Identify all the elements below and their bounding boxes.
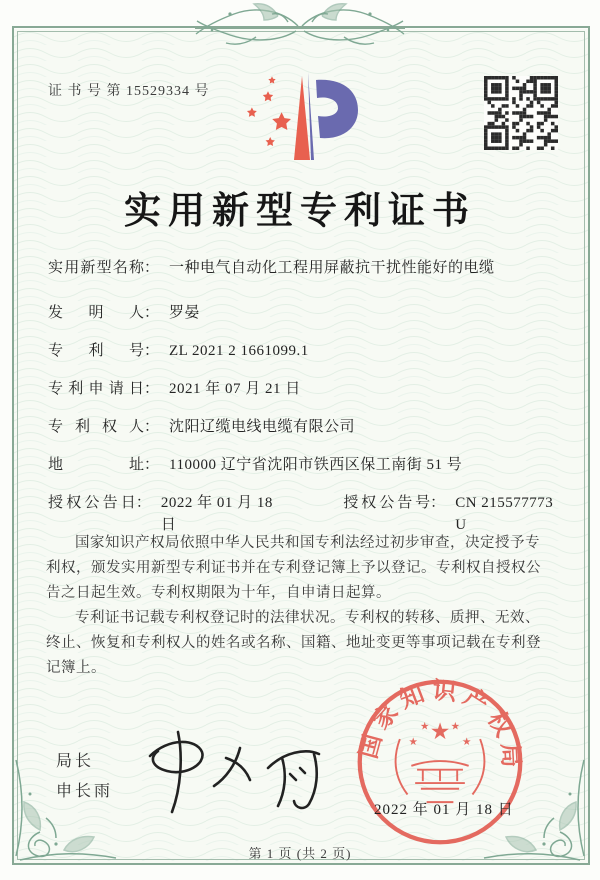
field-row-patentee [48,416,558,438]
field-label: 专利申请日 [48,381,144,397]
cnipa-official-seal [354,676,526,848]
field-value: ZL 2021 2 1661099.1 [169,343,309,359]
field-value: 一种电气自动化工程用屏蔽抗干扰性能好的电缆 [169,260,495,276]
field-label: 专利权人 [48,419,144,435]
field-colon: ： [144,343,160,359]
commissioner-name: 申长雨 [56,783,114,800]
field-row-utility-model-name [48,257,558,279]
field-row-patent-number [48,340,558,362]
grant-number-label: 授权公告号 [343,495,431,511]
field-colon: ： [144,457,160,473]
field-colon: ： [144,260,160,276]
page-number-footer: 第 1 页 (共 2 页) [248,846,352,861]
seal-text: 国家知识产权局 [355,677,524,774]
field-colon: ： [135,495,151,511]
certificate-title: 实用新型专利证书 [124,191,476,232]
svg-text:★: ★ [408,736,418,748]
qr-code [484,76,558,150]
field-label: 实用新型名称 [48,260,144,276]
commissioner-block [56,747,113,807]
field-value: 2021 年 07 月 21 日 [169,381,301,397]
svg-text:★: ★ [429,719,451,745]
commissioner-signature [122,726,322,821]
legal-text-block [46,531,554,681]
field-row-inventor [48,302,558,324]
commissioner-title: 局长 [56,753,95,770]
field-value: 沈阳辽缆电线电缆有限公司 [169,419,356,435]
top-center-flourish-ornament [195,2,405,54]
field-label: 地址 [48,457,144,473]
field-row-address [48,454,558,476]
seal-national-emblem [396,719,485,802]
field-colon: ： [144,381,160,397]
grant-number-group [343,492,558,536]
svg-text:★: ★ [450,721,460,733]
svg-text:★: ★ [462,736,472,748]
svg-text:★: ★ [420,721,430,733]
field-colon: ： [144,419,160,435]
field-row-filing-date [48,378,558,400]
grant-number-value: CN 215577773 U [455,495,554,533]
legal-paragraph-1: 国家知识产权局依照中华人民共和国专利法经过初步审查，决定授予专利权，颁发实用新型专利证书并在专利登记簿上予以登记。专利权自授权公告之日起生效。专利权期限为十年，自申请日起算。 [46,535,541,601]
cnipa-logo [240,70,370,166]
field-row-grant [48,492,558,536]
field-value: 110000 辽宁省沈阳市铁西区保工南街 51 号 [169,457,463,473]
field-value: 罗晏 [169,305,201,321]
grant-date-value: 2022 年 01 月 18 日 [160,495,273,533]
field-label: 专利号 [48,343,144,359]
field-colon: ： [430,495,446,511]
field-colon: ： [144,305,160,321]
legal-paragraph-2: 专利证书记载专利权登记时的法律状况。专利权的转移、质押、无效、终止、恢复和专利权人的姓名或名称、国籍、地址变更等事项记载在专利登记簿上。 [46,609,541,676]
grant-seal-date: 2022 年 01 月 18 日 [374,802,514,818]
certificate-fields [48,257,558,536]
certificate-number: 证 书 号 第 15529334 号 [48,84,210,99]
grant-date-label: 授权公告日 [48,495,136,511]
field-label: 发明人 [48,305,144,321]
